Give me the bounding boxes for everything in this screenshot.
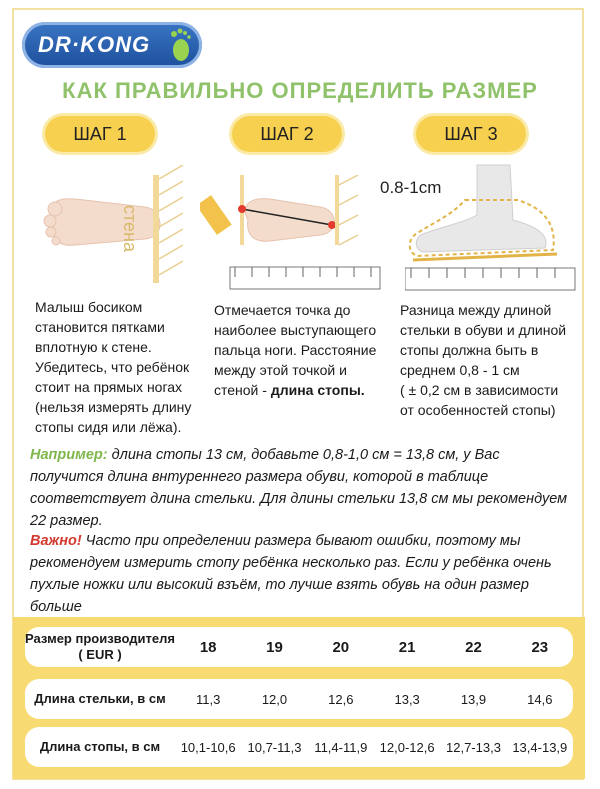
table-row (25, 727, 573, 767)
foot-length-cell: 10,1-10,6 (180, 739, 236, 755)
brand-logo (22, 22, 202, 68)
page-title: КАК ПРАВИЛЬНО ОПРЕДЕЛИТЬ РАЗМЕР (62, 78, 538, 103)
step-3-line: среднем 0,8 - 1 см (400, 362, 520, 378)
size-table (13, 617, 585, 779)
size-cell: 23 (531, 638, 549, 656)
step-2-measure-illustration (200, 175, 385, 295)
example-text: длина стопы 13 см, добавьте 0,8-1,0 см = 13,8 см, у Вас получится длина внтуреннего размера обуви, которой в таблице соответствует длина стельки. Для длины стельки 13,8 см мы рекомендуем 22 размер. (30, 447, 568, 529)
size-cell: 21 (398, 638, 416, 656)
step-2-text (214, 300, 394, 400)
foot-length-label: Длина стопы, в см (39, 739, 161, 754)
step-3-line: стопы должна быть в (400, 342, 539, 358)
insole-cell: 14,6 (527, 691, 553, 707)
important-note (30, 530, 575, 618)
step-2-text-main: Отмечается точка до наиболее выступающего пальца ноги. Расстояние между этой точкой и стеной - (214, 302, 377, 398)
step-3-badge: ШАГ 3 (416, 116, 526, 152)
insole-label: Длина стельки, в см (34, 691, 166, 706)
size-header-label: Размер производителя ( EUR ) (25, 631, 175, 662)
foot-length-cell: 13,4-13,9 (512, 739, 568, 755)
step-3-line: ( ± 0,2 см в зависимости (400, 382, 559, 398)
example-note (30, 444, 575, 532)
table-row (25, 627, 573, 667)
important-label: Важно! (30, 533, 82, 549)
example-label: Например: (30, 447, 108, 463)
step-3-text (400, 300, 585, 420)
foot-length-cell: 12,7-13,3 (446, 739, 501, 755)
gap-label: 0.8-1cm (380, 178, 442, 197)
insole-cell: 13,3 (394, 691, 420, 707)
insole-cell: 12,6 (328, 691, 354, 707)
insole-cell: 11,3 (195, 691, 221, 707)
step-2-text-bold: длина стопы. (270, 382, 365, 398)
step-1-badge: ШАГ 1 (45, 116, 155, 152)
brand-name: DR·KONG (38, 32, 151, 57)
step-1-foot-illustration (35, 165, 200, 285)
important-text: Часто при определении размера бывают ошибки, поэтому мы рекомендуем измерить стопу ребёнка несколько раз. Если у ребёнка очень пухлые ножки или высокий взъём, то лучше взять обувь на один размер больше (30, 533, 552, 615)
foot-length-cell: 12,0-12,6 (379, 739, 435, 755)
step-3-line: от особенностей стопы) (400, 402, 556, 418)
step-3-line: стельки в обуви и длиной (400, 322, 567, 338)
footprint-icon (170, 28, 192, 62)
size-cell: 18 (199, 638, 217, 656)
step-3-line: Разница между длиной (400, 302, 552, 318)
table-row (25, 679, 573, 719)
step-3-shoe-illustration (405, 160, 580, 295)
size-cell: 20 (332, 638, 350, 656)
wall-label: стена (120, 205, 140, 253)
foot-length-cell: 11,4-11,9 (314, 739, 368, 755)
insole-cell: 13,9 (460, 691, 487, 707)
step-2-badge: ШАГ 2 (232, 116, 342, 152)
insole-cell: 12,0 (261, 691, 288, 707)
size-cell: 22 (465, 638, 482, 656)
step-1-text: Малыш босиком становится пятками вплотную к стене. Убедитесь, что ребёнок стоит на прямых ногах (нельзя измерять длину стопы сидя или лёжа). (35, 299, 192, 435)
foot-length-cell: 10,7-11,3 (247, 739, 302, 755)
size-cell: 19 (266, 638, 283, 656)
